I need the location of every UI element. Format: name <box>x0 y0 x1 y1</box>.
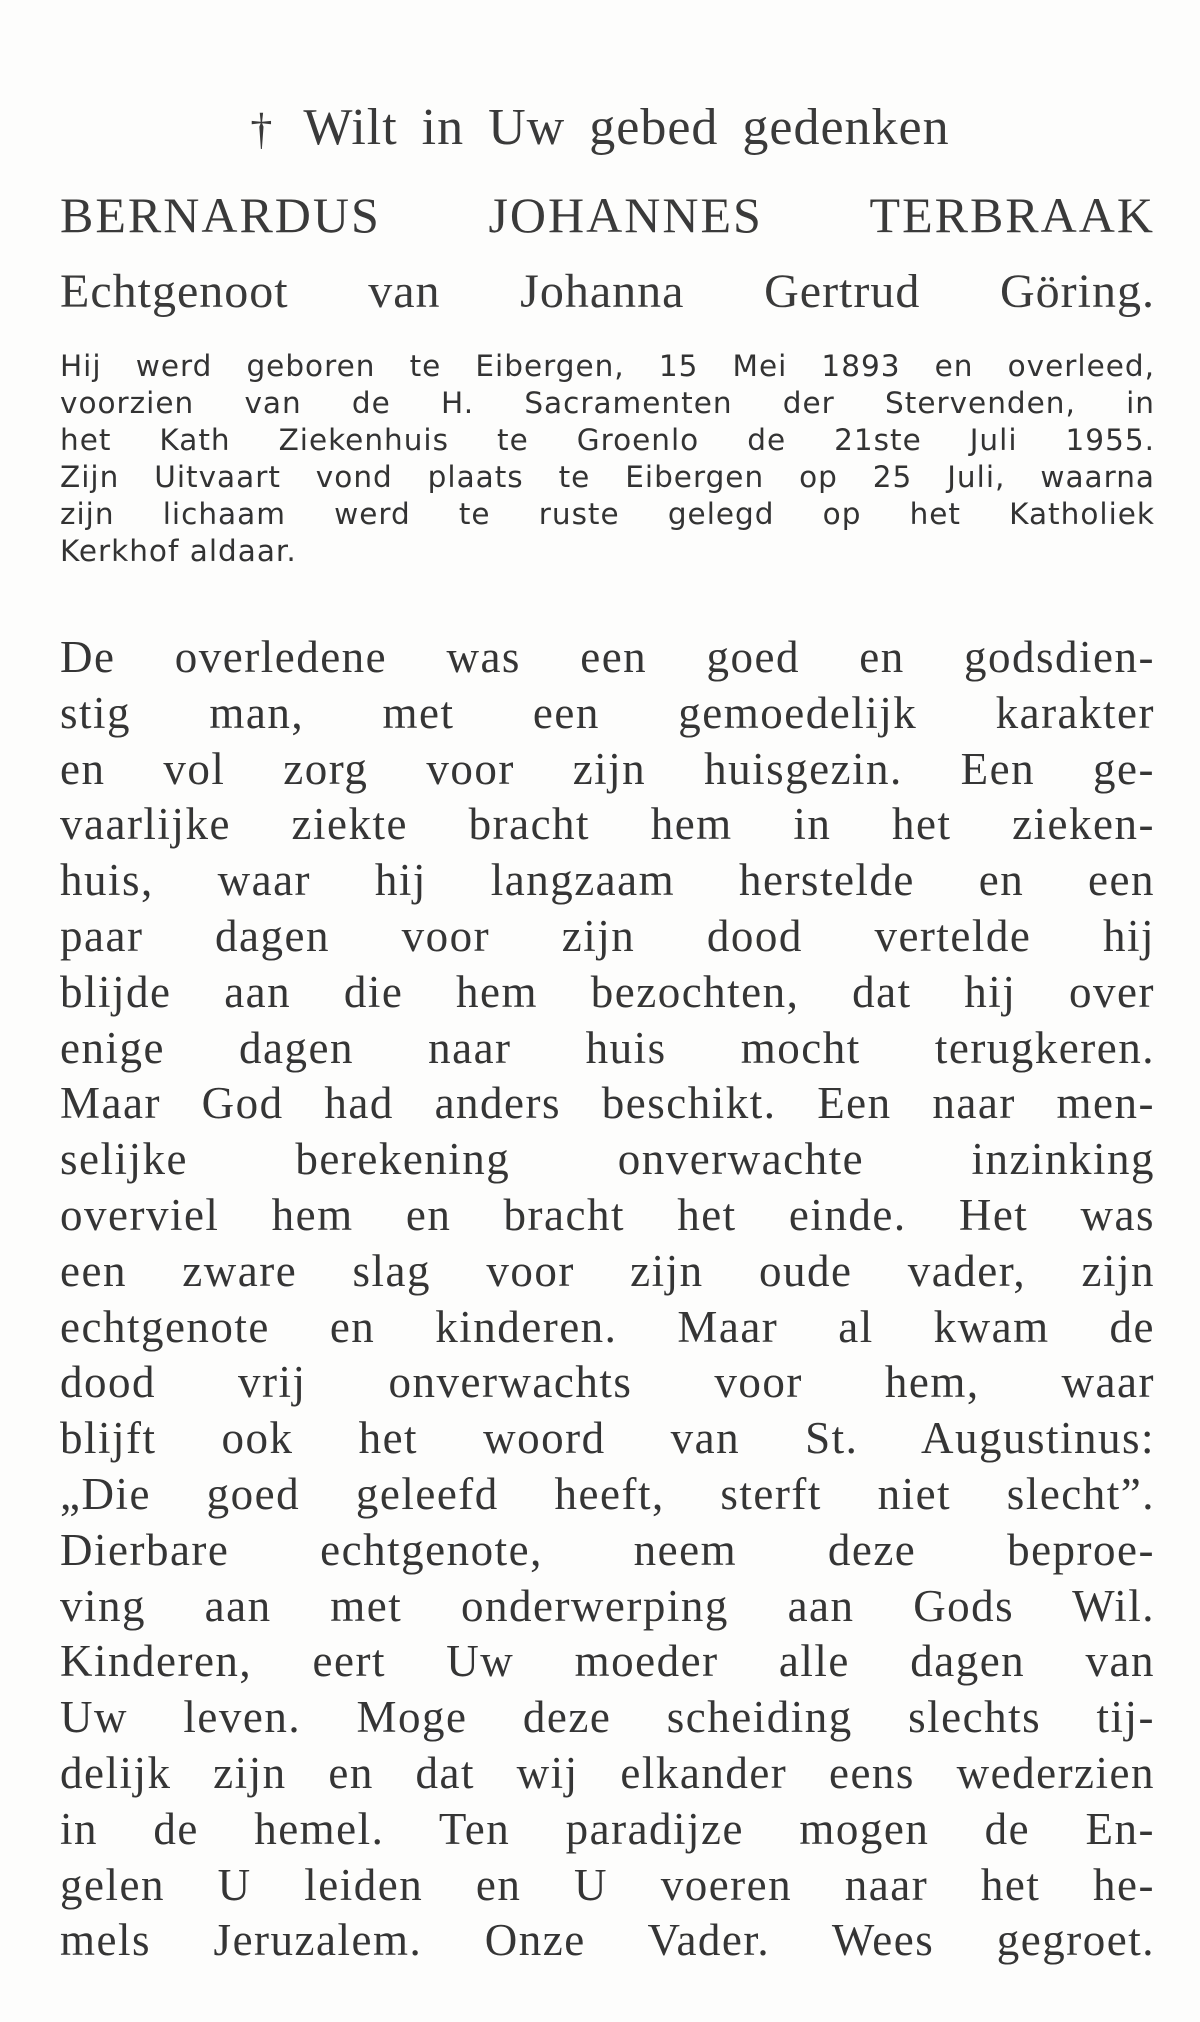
prayer-text: Wilt in Uw gebed gedenken <box>303 99 950 156</box>
text-line: „Die goed geleefd heeft, sterft niet slecht”. <box>60 1468 1155 1519</box>
deceased-name: BERNARDUS JOHANNES TERBRAAK <box>60 187 1155 243</box>
text-line: in de hemel. Ten paradijze mogen de En- <box>60 1803 1155 1854</box>
text-line: blijde aan die hem bezochten, dat hij over <box>60 966 1155 1017</box>
text-line: De overledene was een goed en godsdien- <box>60 632 1155 682</box>
text-line: mels Jeruzalem. Onze Vader. Wees gegroet. <box>60 1915 1155 1966</box>
biography-paragraph <box>60 348 1155 570</box>
text-line: paar dagen voor zijn dood vertelde hij <box>60 910 1155 961</box>
text-line: dood vrij onverwachts voor hem, waar <box>60 1357 1155 1408</box>
cross-icon: † <box>250 105 274 154</box>
text-line: Maar God had anders beschikt. Een naar men- <box>60 1078 1155 1129</box>
text-line: huis, waar hij langzaam herstelde en een <box>60 855 1155 906</box>
text-line: Uw leven. Moge deze scheiding slechts tij- <box>60 1692 1155 1743</box>
text-line: Kinderen, eert Uw moeder alle dagen van <box>60 1636 1155 1687</box>
text-line: overviel hem en bracht het einde. Het was <box>60 1189 1155 1240</box>
prayer-heading <box>60 98 1140 157</box>
bio-line: Hij werd geboren te Eibergen, 15 Mei 1893 en overleed, <box>60 349 1155 383</box>
text-line: selijke berekening onverwachte inzinking <box>60 1134 1155 1185</box>
bio-line: zijn lichaam werd te ruste gelegd op het Katholiek <box>60 497 1155 531</box>
text-line: blijft ook het woord van St. Augustinus: <box>60 1413 1155 1464</box>
text-line: delijk zijn en dat wij elkander eens wederzien <box>60 1747 1155 1798</box>
text-line: echtgenote en kinderen. Maar al kwam de <box>60 1301 1155 1352</box>
text-line: vaarlijke ziekte bracht hem in het zieken- <box>60 799 1155 850</box>
text-line: een zware slag voor zijn oude vader, zijn <box>60 1245 1155 1296</box>
bio-line: het Kath Ziekenhuis te Groenlo de 21ste Juli 1955. <box>60 423 1155 457</box>
text-line: ving aan met onderwerping aan Gods Wil. <box>60 1580 1155 1631</box>
bio-line: voorzien van de H. Sacramenten der Stervenden, in <box>60 386 1155 420</box>
bio-line: Zijn Uitvaart vond plaats te Eibergen op 25 Juli, waarna <box>60 460 1155 494</box>
memorial-text <box>60 630 1155 1969</box>
spouse-line: Echtgenoot van Johanna Gertrud Göring. <box>60 265 1155 318</box>
text-line: stig man, met een gemoedelijk karakter <box>60 687 1155 738</box>
bio-line: Kerkhof aldaar. <box>60 534 297 568</box>
text-line: gelen U leiden en U voeren naar het he- <box>60 1859 1155 1910</box>
text-line: en vol zorg voor zijn huisgezin. Een ge- <box>60 743 1155 794</box>
text-line: enige dagen naar huis mocht terugkeren. <box>60 1022 1155 1073</box>
text-line: Dierbare echtgenote, neem deze beproe- <box>60 1524 1155 1575</box>
